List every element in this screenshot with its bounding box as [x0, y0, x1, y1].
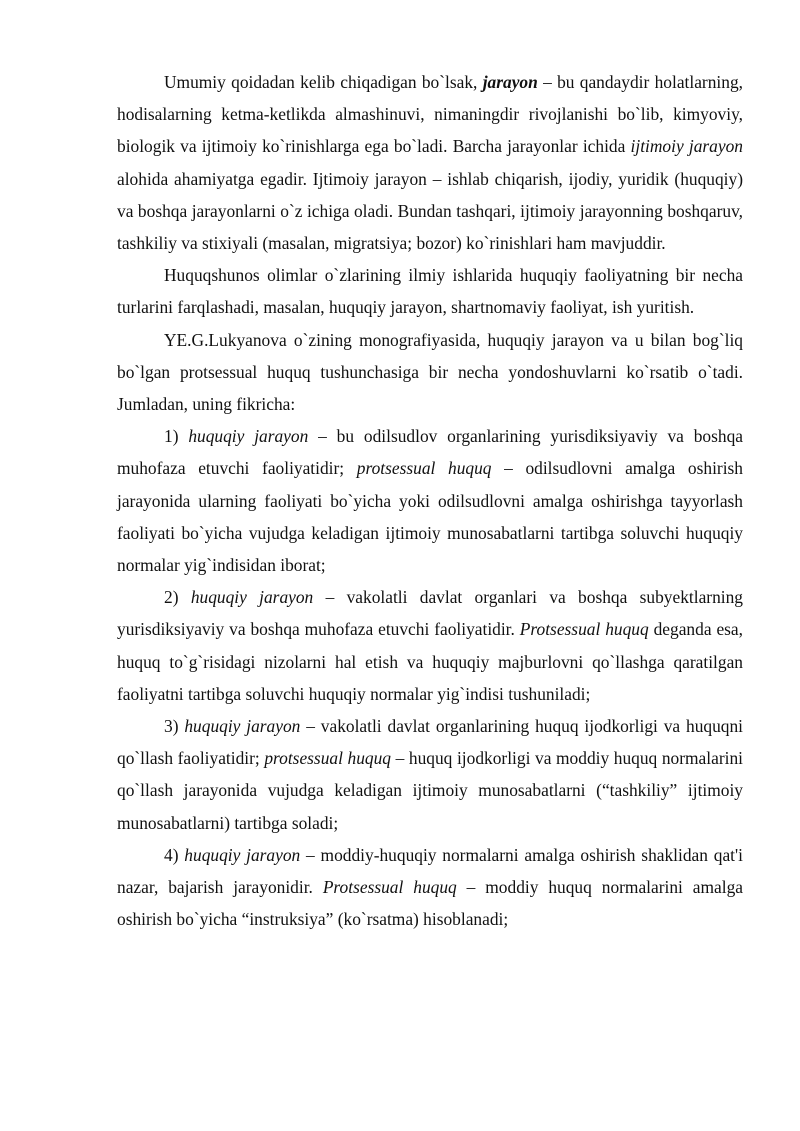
text-segment: alohida ahamiyatga egadir. Ijtimoiy jarayon – ishlab chiqarish, ijodiy, yuridik (huquqiy) va boshqa jarayonlarni o`z ichiga oladi. Bundan tashqari, ijtimoiy jarayonning boshqaruv, tashkiliy va stixiyali (masalan, migratsiya; bozor) ko`rinishlari ham mavjuddir. [117, 168, 743, 254]
text-segment: Huquqshunos olimlar o`zlarining ilmiy ishlarida huquqiy faoliyatning bir necha turlarini farqlashadi, masalan, huquqiy jarayon, shartnomaviy faoliyat, ish yuritish. [117, 265, 743, 318]
list-item-2 [117, 581, 743, 710]
term-ijtimoiy-jarayon: ijtimoiy jarayon [630, 136, 743, 157]
paragraph-legal-activity-types [117, 259, 743, 323]
term-huquqiy-jarayon: huquqiy jarayon [190, 587, 314, 608]
paragraph-lukyanova-intro [117, 324, 743, 421]
list-item-4 [117, 839, 743, 936]
text-segment: – odilsudlovni amalga oshirish jarayonida ularning faoliyati bo`yicha yoki odilsudlovni amalga oshirishga tayyorlash faoliyati bo`yicha vujudga keladigan ijtimoiy munosabatlarni tartibga soluvchi huquqiy normalar yig`indisidan iborat; [117, 458, 743, 576]
text-segment: – vakolatli davlat organlari va boshqa subyektlarning yurisdiksiyaviy va boshqa muhofaza etuvchi faoliyatidir. [117, 587, 744, 640]
term-protsessual-huquq: protsessual huquq [356, 458, 492, 479]
list-item-1 [117, 420, 743, 581]
text-segment: – bu qandaydir holatlarning, hodisalarning ketma-ketlikda almashinuvi, nimaningdir rivojlanishi bo`lib, kimyoviy, biologik va ijtimoiy ko`rinishlarga ega bo`ladi. Barcha jarayonlar ichida [117, 72, 743, 157]
term-protsessual-huquq: protsessual huquq [264, 748, 391, 769]
text-segment: – moddiy huquq normalarini amalga oshirish bo`yicha “instruksiya” (ko`rsatma) hisoblanadi; [117, 877, 744, 930]
list-number: 4) [164, 844, 185, 865]
term-huquqiy-jarayon: huquqiy jarayon [184, 844, 301, 865]
text-segment: – vakolatli davlat organlarining huquq ijodkorligi va huquqni qo`llash faoliyatidir; [117, 716, 743, 769]
list-item-3 [117, 710, 743, 839]
paragraph-jarayon-definition [117, 66, 743, 259]
text-segment: – bu odilsudlov organlarining yurisdiksiyaviy va boshqa muhofaza etuvchi faoliyatidir; [117, 426, 743, 479]
list-number: 1) [164, 426, 189, 447]
text-segment: YE.G.Lukyanova o`zining monografiyasida, huquqiy jarayon va u bilan bog`liq bo`lgan protsessual huquq tushunchasiga bir necha yondoshuvlarni ko`rsatib o`tadi. Jumladan, uning fikricha: [117, 329, 743, 415]
term-protsessual-huquq: Protsessual huquq [519, 619, 649, 640]
term-huquqiy-jarayon: huquqiy jarayon [188, 426, 309, 447]
text-segment: Umumiy qoidadan kelib chiqadigan bo`lsak, [164, 72, 483, 92]
document-body [117, 66, 743, 935]
text-segment: – huquq ijodkorligi va moddiy huquq normalarini qo`llash jarayonida vujudga keladigan ijtimoiy munosabatlarni (“tashkiliy” ijtimoiy munosabatlarni) tartibga soladi; [117, 748, 743, 833]
term-huquqiy-jarayon: huquqiy jarayon [184, 716, 301, 737]
term-jarayon: jarayon [482, 72, 538, 92]
text-segment: deganda esa, huquq to`g`risidagi nizolarni hal etish va huquqiy majburlovni qo`llashga qaratilgan faoliyatni tartibga soluvchi huquqiy normalar yig`indisi tushuniladi; [117, 619, 743, 704]
list-number: 3) [164, 716, 185, 737]
list-number: 2) [164, 587, 191, 608]
term-protsessual-huquq: Protsessual huquq [322, 877, 457, 898]
text-segment: – moddiy-huquqiy normalarni amalga oshirish shaklidan qat'i nazar, bajarish jarayonidir. [117, 844, 743, 898]
